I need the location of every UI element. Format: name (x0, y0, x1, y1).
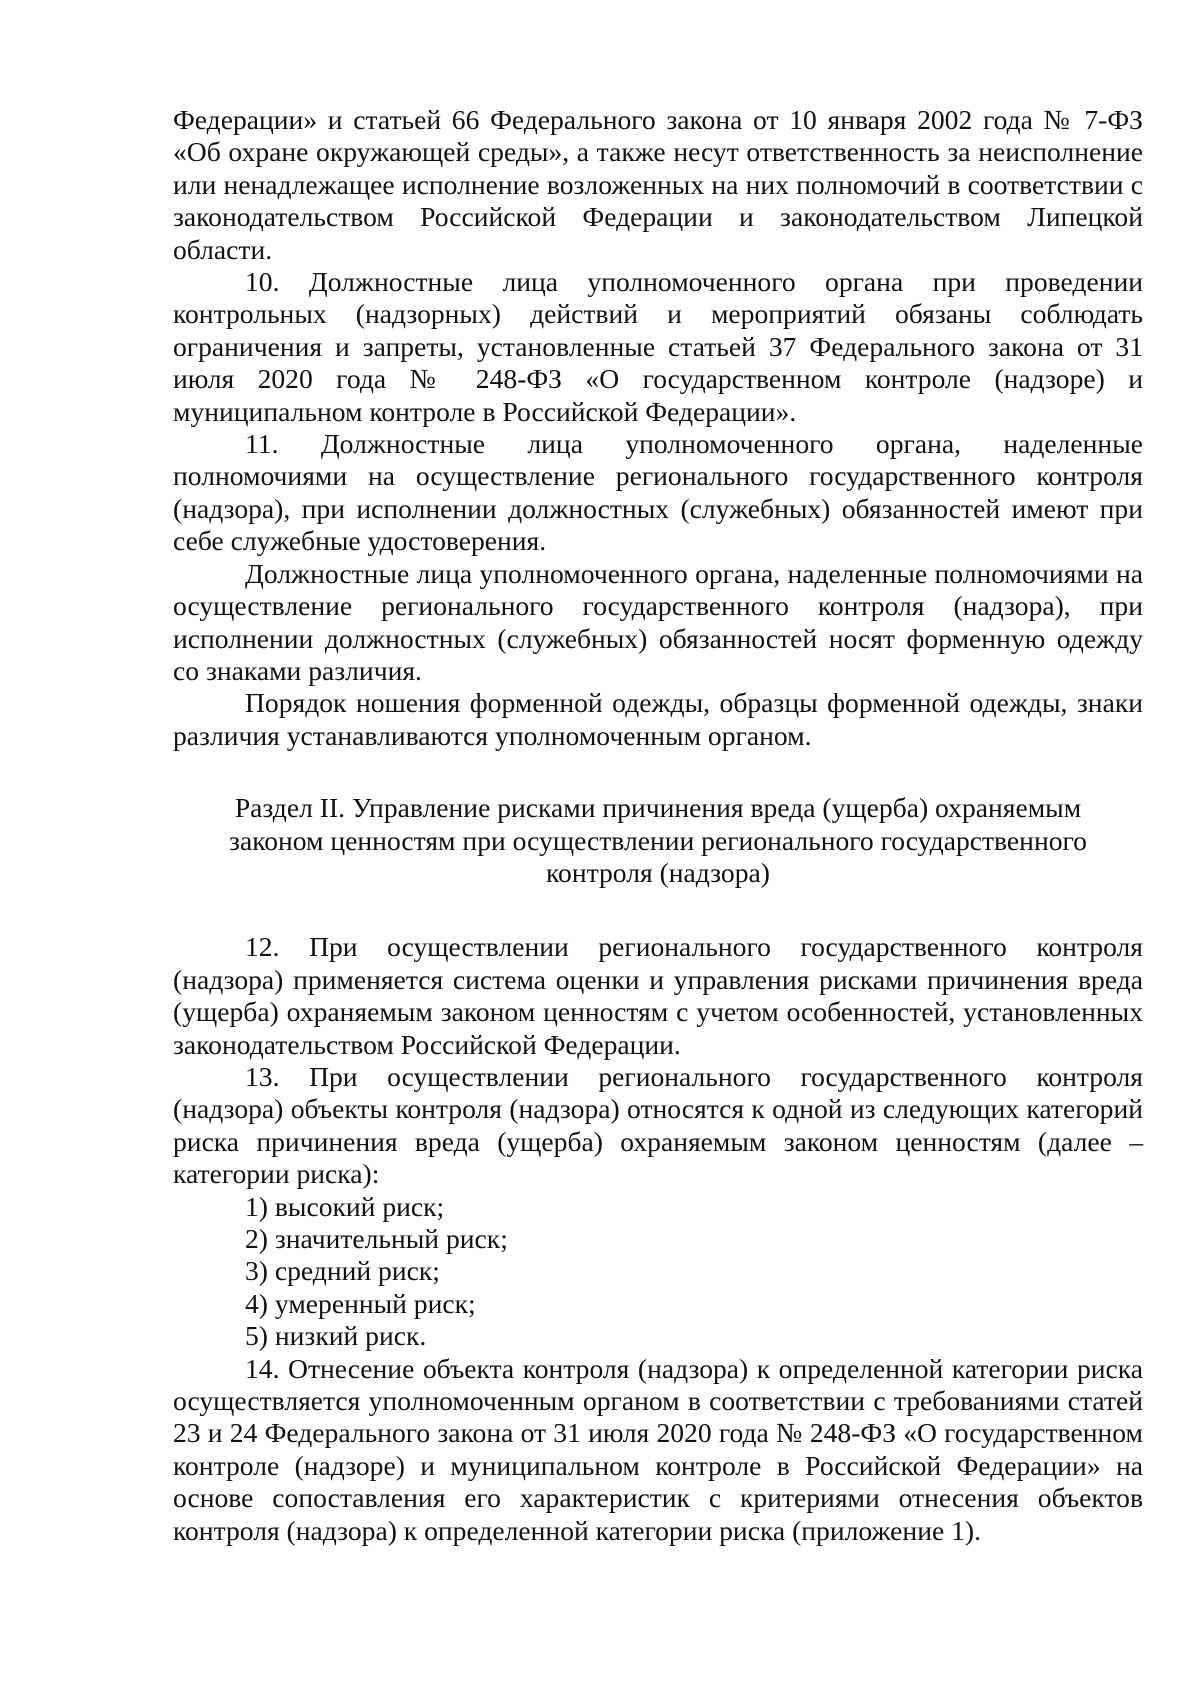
paragraph-14: 14. Отнесение объекта контроля (надзора) к определенной категории риска осуществляется уполномоченным органом в соответствии с требованиями статей 23 и 24 Федерального закона от 31 июля 2020 года № 248-ФЗ «О государственном контроле (надзоре) и муниципальном контроле в Российской Федерации» на основе сопоставления его характеристик с критериями отнесения объектов контроля (надзора) к определенной категории риска (приложение 1). (173, 1352, 1143, 1546)
paragraph-10: 10. Должностные лица уполномоченного органа при проведении контрольных (надзорных) действий и мероприятий обязаны соблюдать ограничения и запреты, установленные статьей 37 Федерального закона от 31 июля 2020 года № 248-ФЗ «О государственном контроле (надзоре) и муниципальном контроле в Российской Федерации». (173, 266, 1143, 427)
paragraph-11-uniform-order: Порядок ношения форменной одежды, образцы форменной одежды, знаки различия устанавливаются уполномоченным органом. (173, 687, 1143, 751)
section-title-line-1: Раздел II. Управление рисками причинения вреда (ущерба) охраняемым (234, 792, 1082, 824)
section-title (213, 792, 1103, 889)
paragraph-13: 13. При осуществлении регионального государственного контроля (надзора) объекты контроля (надзора) относятся к одной из следующих категорий риска причинения вреда (ущерба) охраняемым законом ценностям (далее – категории риска): (173, 1060, 1143, 1190)
paragraph-12: 12. При осуществлении регионального государственного контроля (надзора) применяется система оценки и управления рисками причинения вреда (ущерба) охраняемым законом ценностям с учетом особенностей, установленных законодательством Российской Федерации. (173, 931, 1143, 1060)
paragraph-11-uniform: Должностные лица уполномоченного органа, наделенные полномочиями на осуществление регионального государственного контроля (надзора), при исполнении должностных (служебных) обязанностей носят форменную одежду со знаками различия. (173, 557, 1143, 686)
section-title-line-3: контроля (надзора) (546, 856, 770, 888)
risk-list-item: 2) значительный риск; (245, 1223, 508, 1254)
paragraph-11: 11. Должностные лица уполномоченного органа, наделенные полномочиями на осуществление регионального государственного контроля (надзора), при исполнении должностных (служебных) обязанностей имеют при себе служебные удостоверения. (173, 428, 1143, 557)
section-title-line-2: законом ценностям при осуществлении регионального государственного (229, 824, 1087, 856)
paragraph-continuation: Федерации» и статьей 66 Федерального закона от 10 января 2002 года № 7-ФЗ «Об охране окружающей среды», а также несут ответственность за неисполнение или ненадлежащее исполнение возложенных на них полномочий в соответствии с законодательством Российской Федерации и законодательством Липецкой области. (173, 104, 1143, 265)
risk-list-item: 5) низкий риск. (245, 1320, 427, 1352)
risk-list-item: 3) средний риск; (245, 1255, 440, 1287)
risk-list-item: 1) высокий риск; (245, 1190, 445, 1222)
document-page (173, 104, 1143, 1547)
risk-list-item: 4) умеренный риск; (245, 1287, 476, 1319)
